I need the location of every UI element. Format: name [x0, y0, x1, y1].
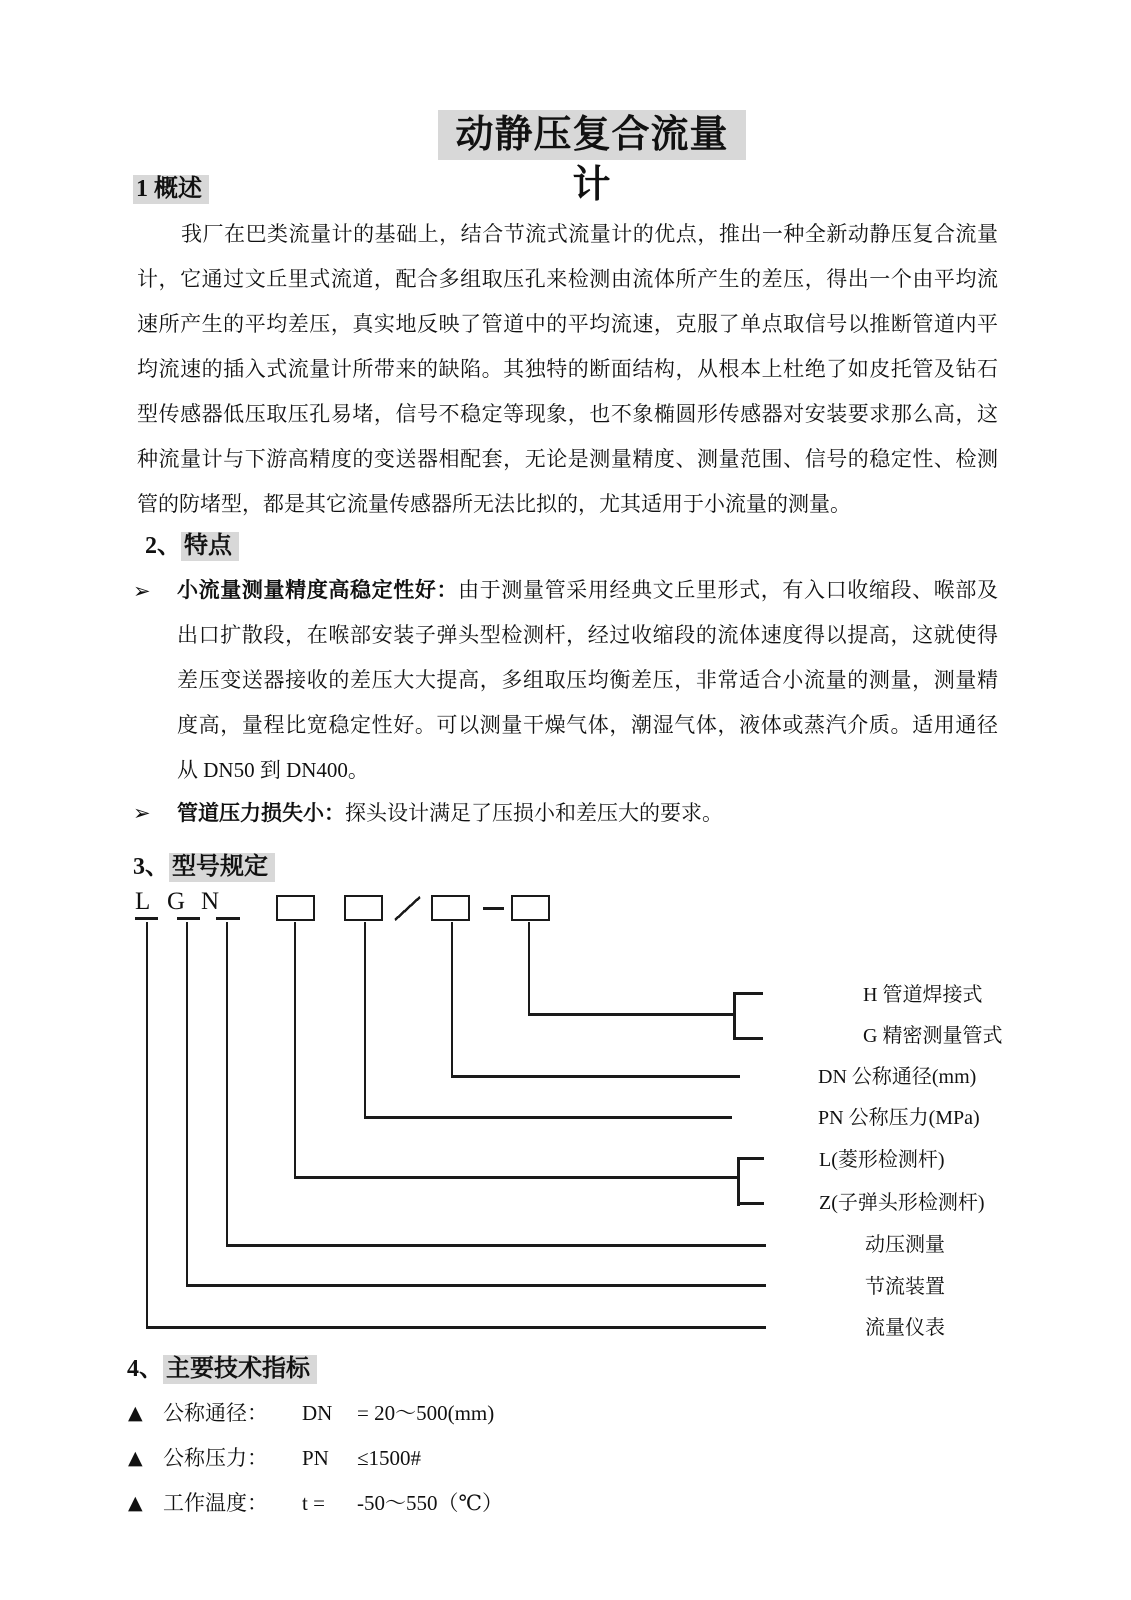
paragraph-line: 型传感器低压取压孔易堵，信号不稳定等现象，也不象椭圆形传感器对安装要求那么高，这	[137, 402, 998, 426]
bullet-2-lead: 管道压力损失小：	[177, 801, 345, 825]
spec-code: DN	[302, 1401, 333, 1425]
triangle-bullet-icon: ▲	[128, 1402, 143, 1424]
model-letter-G: G	[167, 888, 186, 915]
letter-underscores	[135, 917, 240, 920]
section-2-heading-text: 特点	[181, 532, 239, 561]
connector-lines	[146, 922, 766, 1329]
feature-bullet-2	[177, 791, 998, 836]
spec-value: ≤1500#	[357, 1446, 422, 1470]
spec-value: = 20～500(mm)	[357, 1401, 495, 1425]
bullet-line: 从 DN50 到 DN400。	[177, 758, 369, 782]
bullet-arrow-icon: ➢	[133, 801, 151, 825]
bullet-line: 差压变送器接收的差压大大提高，多组取压均衡差压，非常适合小流量的测量，测量精	[177, 668, 998, 692]
model-label-flowmeter: 流量仪表	[865, 1317, 945, 1339]
spec-item-diameter	[0, 1391, 1131, 1436]
slash-separator	[395, 897, 420, 920]
model-label-weld-type: H 管道焊接式	[863, 984, 983, 1006]
section-4-heading-number: 4、	[127, 1356, 163, 1382]
bullet-arrow-icon: ➢	[133, 579, 151, 603]
spec-value: -50～550（℃）	[357, 1491, 503, 1515]
triangle-bullet-icon: ▲	[128, 1447, 143, 1469]
bullet-line: 出口扩散段，在喉部安装子弹头型检测杆，经过收缩段的流体速度得以提高，这就使得	[177, 623, 998, 647]
bullet-line	[177, 791, 998, 836]
paragraph-line: 速所产生的平均差压，真实地反映了管道中的平均流速，克服了单点取信号以推断管道内平	[137, 312, 998, 336]
paragraph-line: 计，它通过文丘里式流道，配合多组取压孔来检测由流体所产生的差压，得出一个由平均流	[137, 267, 998, 291]
section-2-heading-number: 2、	[145, 533, 181, 559]
section-1-heading	[133, 172, 209, 206]
bullet-line	[177, 568, 998, 613]
model-label-precision-tube: G 精密测量管式	[863, 1025, 1003, 1047]
spec-code: PN	[302, 1446, 329, 1470]
model-label-z-rod: Z(子弹头形检测杆)	[819, 1192, 985, 1214]
model-label-dynamic: 动压测量	[865, 1234, 945, 1256]
spec-label: 公称压力：	[163, 1446, 268, 1470]
section-3-heading	[133, 850, 275, 884]
spec-item-pressure	[0, 1436, 1131, 1481]
model-label-dn: DN 公称通径(mm)	[818, 1066, 977, 1088]
section-4-heading	[127, 1352, 317, 1386]
section-4-heading-text: 主要技术指标	[163, 1355, 317, 1384]
dash-separator	[483, 907, 504, 910]
model-label-pn: PN 公称压力(MPa)	[818, 1107, 980, 1129]
spec-label: 工作温度：	[163, 1491, 268, 1515]
page-title: 动静压复合流量计	[438, 110, 746, 160]
spec-code: t =	[302, 1491, 325, 1515]
section-2-heading	[145, 529, 239, 563]
paragraph-line: 均流速的插入式流量计所带来的缺陷。其独特的断面结构，从根本上杜绝了如皮托管及钻石	[137, 357, 998, 381]
section-3-heading-text: 型号规定	[169, 853, 275, 882]
model-label-l-rod: L(菱形检测杆)	[819, 1149, 945, 1171]
paragraph-line: 种流量计与下游高精度的变送器相配套，无论是测量精度、测量范围、信号的稳定性、检测	[137, 447, 998, 471]
model-letter-N: N	[201, 888, 220, 915]
bullet-2-text: 探头设计满足了压损小和差压大的要求。	[345, 801, 723, 825]
model-label-throttle: 节流装置	[865, 1276, 945, 1298]
feature-bullet-1	[177, 568, 998, 793]
bullet-line: 度高，量程比宽稳定性好。可以测量干燥气体，潮湿气体，液体或蒸汽介质。适用通径	[177, 713, 998, 737]
spec-item-temperature	[0, 1481, 1131, 1526]
bullet-1-rest: 由于测量管采用经典文丘里形式，有入口收缩段、喉部及	[458, 578, 998, 602]
model-code-boxes	[277, 896, 549, 920]
section-1-heading-text: 1 概述	[133, 175, 209, 204]
paragraph-line: 管的防堵型，都是其它流量传感器所无法比拟的，尤其适用于小流量的测量。	[137, 492, 851, 516]
overview-paragraph	[137, 212, 998, 527]
bullet-1-lead: 小流量测量精度高稳定性好：	[177, 578, 459, 602]
section-3-heading-number: 3、	[133, 854, 169, 880]
model-letter-L: L	[135, 888, 151, 915]
triangle-bullet-icon: ▲	[128, 1492, 143, 1514]
paragraph-line: 我厂在巴类流量计的基础上，结合节流式流量计的优点，推出一种全新动静压复合流量	[181, 222, 998, 246]
spec-label: 公称通径：	[163, 1401, 268, 1425]
